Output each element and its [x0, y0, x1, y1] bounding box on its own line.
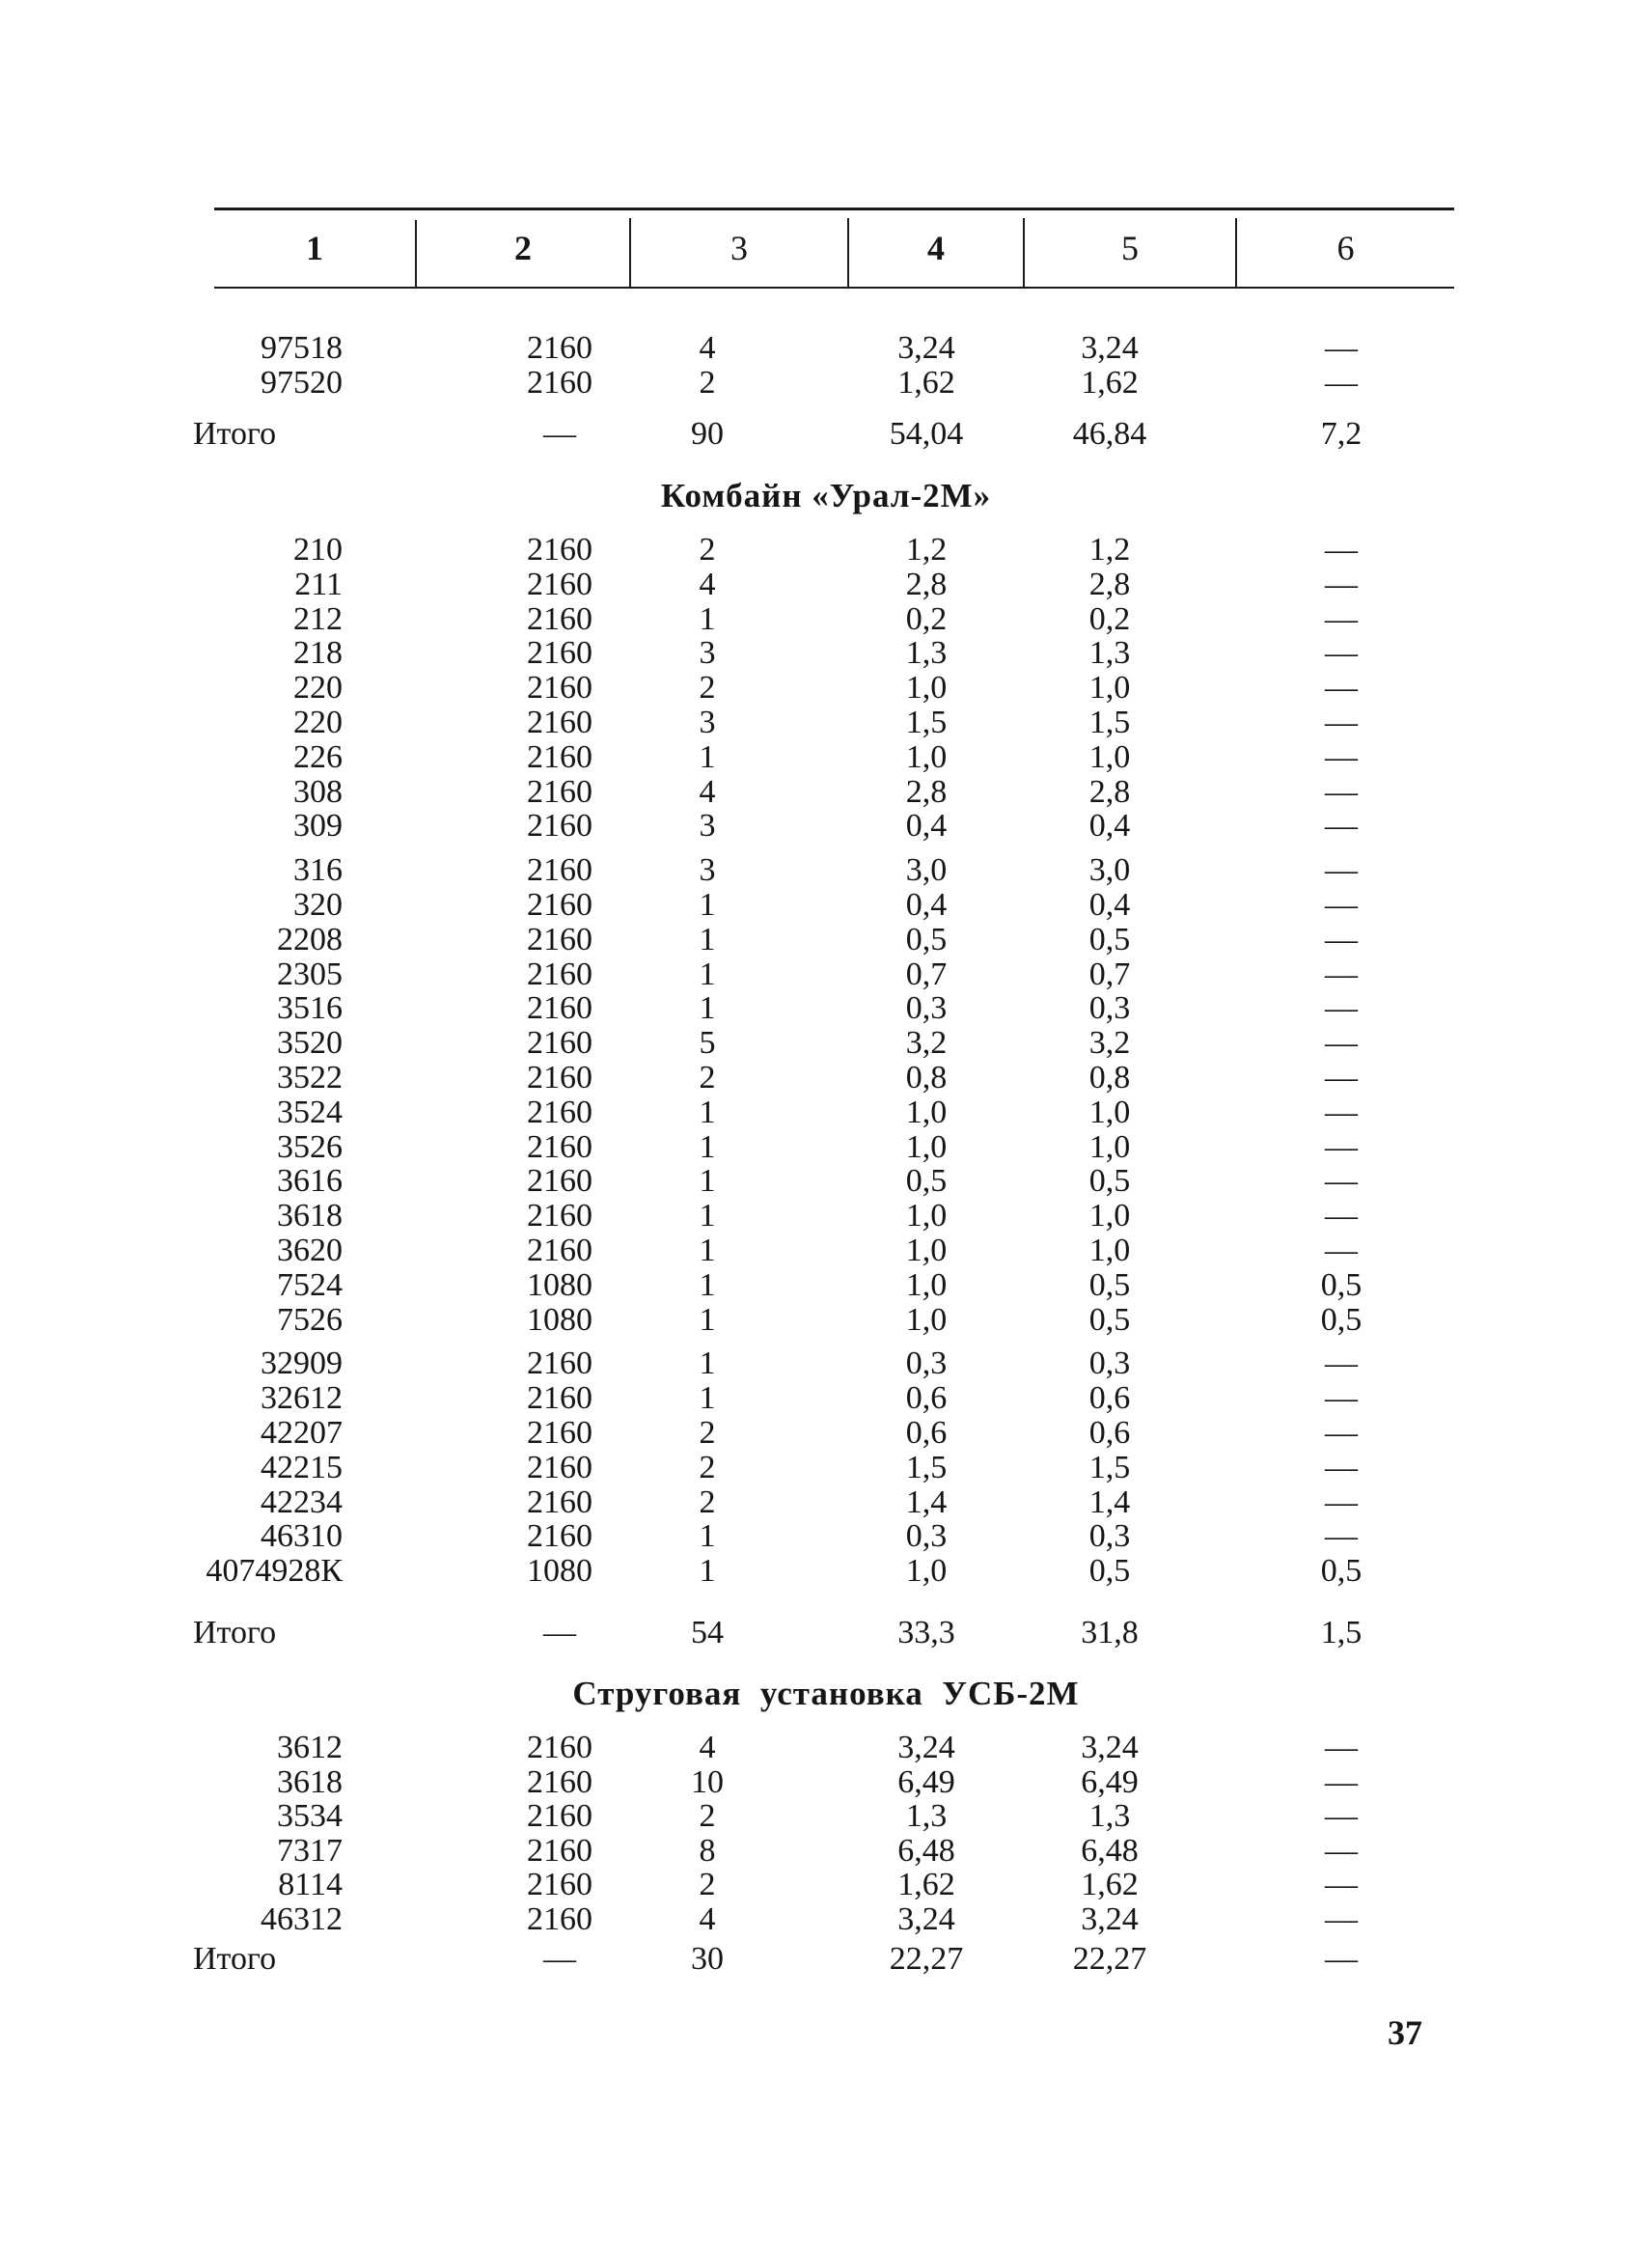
row-value: 0,5: [1088, 922, 1131, 957]
total-value: —: [543, 1941, 576, 1977]
row-value: 0,8: [1088, 1060, 1131, 1095]
row-value: 2160: [527, 1095, 592, 1130]
row-value: 1,0: [1088, 1198, 1131, 1234]
row-value: 1,0: [1088, 739, 1131, 775]
row-value: 3,24: [1081, 1901, 1139, 1937]
row-value: 0,6: [905, 1415, 948, 1451]
row-value: 1,62: [1081, 1867, 1139, 1902]
row-value: —: [1325, 957, 1358, 992]
row-value: 1,0: [905, 1129, 948, 1165]
row-part-number: 220: [293, 705, 343, 740]
row-value: 1: [699, 1095, 716, 1130]
row-part-number: 308: [293, 774, 343, 810]
row-value: 2: [699, 1060, 716, 1095]
row-value: 0,3: [905, 990, 948, 1026]
row-value: 1,0: [905, 670, 948, 706]
row-part-number: 42207: [261, 1415, 343, 1451]
row-part-number: 3522: [277, 1060, 343, 1095]
row-value: 0,6: [1088, 1380, 1131, 1416]
row-value: 0,2: [905, 601, 948, 637]
row-value: 1,3: [1088, 1798, 1131, 1834]
total-value: —: [543, 1615, 576, 1650]
row-value: 4: [699, 567, 716, 602]
row-part-number: 3620: [277, 1233, 343, 1268]
row-value: 1: [699, 1129, 716, 1165]
row-value: 1: [699, 957, 716, 992]
row-value: 0,5: [1088, 1267, 1131, 1303]
row-value: 2160: [527, 1345, 592, 1381]
row-value: 3: [699, 808, 716, 844]
total-value: 22,27: [1072, 1941, 1147, 1977]
row-value: 0,5: [905, 922, 948, 957]
row-value: 2160: [527, 1450, 592, 1485]
row-part-number: 320: [293, 887, 343, 923]
row-value: 1: [699, 1345, 716, 1381]
row-value: 1,2: [905, 532, 948, 568]
row-part-number: 3534: [277, 1798, 343, 1834]
row-value: —: [1325, 1450, 1358, 1485]
row-value: 1: [699, 1233, 716, 1268]
row-value: 0,3: [1088, 990, 1131, 1026]
row-value: 3,24: [1081, 330, 1139, 366]
row-value: 3,24: [897, 1901, 955, 1937]
row-value: 2,8: [1088, 774, 1131, 810]
row-value: 1080: [527, 1267, 592, 1303]
row-value: 0,5: [1320, 1553, 1363, 1589]
row-value: 2: [699, 365, 716, 401]
total-value: 30: [691, 1941, 724, 1977]
row-value: —: [1325, 705, 1358, 740]
row-value: 2160: [527, 1060, 592, 1095]
row-part-number: 3524: [277, 1095, 343, 1130]
row-value: 1: [699, 1267, 716, 1303]
row-value: 1: [699, 922, 716, 957]
row-value: 0,3: [905, 1345, 948, 1381]
row-value: 1,0: [905, 1553, 948, 1589]
row-value: 0,8: [905, 1060, 948, 1095]
row-value: 0,7: [1088, 957, 1131, 992]
row-part-number: 7524: [277, 1267, 343, 1303]
row-value: —: [1325, 1025, 1358, 1061]
row-value: 2160: [527, 1901, 592, 1937]
row-value: 1: [699, 1302, 716, 1338]
row-value: —: [1325, 1233, 1358, 1268]
row-value: 5: [699, 1025, 716, 1061]
row-part-number: 218: [293, 635, 343, 671]
row-value: 0,4: [905, 808, 948, 844]
row-value: 2160: [527, 670, 592, 706]
row-value: 3: [699, 705, 716, 740]
column-header-1: 1: [306, 229, 323, 267]
row-value: 2: [699, 670, 716, 706]
row-part-number: 7317: [277, 1833, 343, 1869]
row-value: 2160: [527, 957, 592, 992]
row-value: —: [1325, 601, 1358, 637]
row-value: —: [1325, 922, 1358, 957]
row-value: —: [1325, 1764, 1358, 1800]
row-value: 1,62: [897, 1867, 955, 1902]
row-value: 2160: [527, 567, 592, 602]
row-value: 2160: [527, 990, 592, 1026]
total-value: 54,04: [889, 416, 964, 452]
row-value: 0,6: [1088, 1415, 1131, 1451]
row-value: 1,0: [905, 1302, 948, 1338]
row-value: 4: [699, 330, 716, 366]
row-value: —: [1325, 1730, 1358, 1765]
row-value: —: [1325, 1867, 1358, 1902]
row-value: 3: [699, 852, 716, 888]
total-value: —: [543, 416, 576, 452]
row-value: 1: [699, 1198, 716, 1234]
row-value: 1,62: [1081, 365, 1139, 401]
section-title: Комбайн «Урал-2М»: [660, 477, 992, 514]
total-label: Итого: [193, 1941, 277, 1977]
header-bottom-rule: [214, 287, 1454, 289]
row-value: 1,4: [1088, 1484, 1131, 1520]
row-part-number: 3526: [277, 1129, 343, 1165]
row-value: —: [1325, 1163, 1358, 1199]
row-value: 3,24: [897, 330, 955, 366]
row-value: —: [1325, 1518, 1358, 1554]
row-value: 2: [699, 1450, 716, 1485]
row-value: 8: [699, 1833, 716, 1869]
row-part-number: 4074928К: [206, 1553, 343, 1589]
row-value: 2160: [527, 705, 592, 740]
row-value: 2160: [527, 808, 592, 844]
row-value: —: [1325, 1345, 1358, 1381]
row-value: 0,6: [905, 1380, 948, 1416]
row-value: 2: [699, 1484, 716, 1520]
row-value: 2160: [527, 1198, 592, 1234]
row-value: 6,49: [1081, 1764, 1139, 1800]
row-value: —: [1325, 1060, 1358, 1095]
row-part-number: 42234: [261, 1484, 343, 1520]
row-value: —: [1325, 774, 1358, 810]
row-value: 6,48: [897, 1833, 955, 1869]
total-value: 7,2: [1320, 416, 1363, 452]
row-value: 2160: [527, 601, 592, 637]
row-value: 1,0: [905, 1198, 948, 1234]
row-value: 1080: [527, 1302, 592, 1338]
row-value: 2160: [527, 1764, 592, 1800]
row-value: 1,3: [905, 635, 948, 671]
row-part-number: 46310: [261, 1518, 343, 1554]
row-value: 1,0: [905, 1095, 948, 1130]
row-value: 1: [699, 739, 716, 775]
row-value: 3,24: [897, 1730, 955, 1765]
row-value: 1080: [527, 1553, 592, 1589]
row-value: 2: [699, 1867, 716, 1902]
row-value: 2160: [527, 1163, 592, 1199]
row-value: 2160: [527, 1833, 592, 1869]
row-value: —: [1325, 532, 1358, 568]
row-value: 2160: [527, 1415, 592, 1451]
row-part-number: 2208: [277, 922, 343, 957]
row-part-number: 212: [293, 601, 343, 637]
row-value: 2,8: [1088, 567, 1131, 602]
row-part-number: 32909: [261, 1345, 343, 1381]
row-part-number: 46312: [261, 1901, 343, 1937]
row-part-number: 3612: [277, 1730, 343, 1765]
row-value: 2160: [527, 1025, 592, 1061]
row-value: 0,4: [1088, 808, 1131, 844]
row-value: 1,0: [1088, 1129, 1131, 1165]
row-value: 1: [699, 1518, 716, 1554]
row-value: 0,7: [905, 957, 948, 992]
row-value: 2160: [527, 887, 592, 923]
row-value: 2160: [527, 1484, 592, 1520]
total-value: 54: [691, 1615, 724, 1650]
row-value: 1,0: [905, 1233, 948, 1268]
row-value: —: [1325, 1901, 1358, 1937]
row-value: 1,0: [905, 739, 948, 775]
row-value: 0,3: [905, 1518, 948, 1554]
row-part-number: 309: [293, 808, 343, 844]
row-value: —: [1325, 1484, 1358, 1520]
row-value: 2160: [527, 1730, 592, 1765]
row-value: 1: [699, 1380, 716, 1416]
row-value: 2160: [527, 1518, 592, 1554]
row-value: 0,5: [1088, 1302, 1131, 1338]
total-label: Итого: [193, 1615, 277, 1650]
row-value: 1,0: [1088, 1233, 1131, 1268]
row-value: —: [1325, 1833, 1358, 1869]
total-value: 22,27: [889, 1941, 964, 1977]
row-part-number: 3618: [277, 1198, 343, 1234]
row-value: 1: [699, 1553, 716, 1589]
row-value: 1,62: [897, 365, 955, 401]
row-value: 2160: [527, 330, 592, 366]
row-value: 2160: [527, 1233, 592, 1268]
row-value: —: [1325, 1095, 1358, 1130]
row-value: 1,5: [1088, 1450, 1131, 1485]
row-value: 0,5: [1088, 1163, 1131, 1199]
total-label: Итого: [193, 416, 277, 452]
row-part-number: 3618: [277, 1764, 343, 1800]
row-value: 2,8: [905, 774, 948, 810]
row-value: 0,5: [905, 1163, 948, 1199]
row-value: 0,3: [1088, 1345, 1131, 1381]
row-value: 1: [699, 1163, 716, 1199]
row-value: 2160: [527, 852, 592, 888]
row-part-number: 32612: [261, 1380, 343, 1416]
row-part-number: 42215: [261, 1450, 343, 1485]
row-part-number: 3520: [277, 1025, 343, 1061]
total-value: 46,84: [1072, 416, 1147, 452]
row-part-number: 8114: [278, 1867, 343, 1902]
total-value: 33,3: [897, 1615, 955, 1650]
row-value: 1,0: [905, 1267, 948, 1303]
row-part-number: 220: [293, 670, 343, 706]
column-header-2: 2: [514, 229, 532, 267]
row-value: 6,48: [1081, 1833, 1139, 1869]
column-header-6: 6: [1336, 229, 1355, 267]
row-value: 0,4: [1088, 887, 1131, 923]
row-value: 0,5: [1320, 1267, 1363, 1303]
row-value: —: [1325, 1798, 1358, 1834]
row-value: 3,2: [1088, 1025, 1131, 1061]
row-value: —: [1325, 330, 1358, 366]
row-value: —: [1325, 1415, 1358, 1451]
row-value: 2160: [527, 774, 592, 810]
row-value: 1,5: [905, 1450, 948, 1485]
row-value: 3,0: [905, 852, 948, 888]
row-value: 4: [699, 1901, 716, 1937]
row-value: 2160: [527, 532, 592, 568]
row-value: —: [1325, 887, 1358, 923]
row-value: 1,0: [1088, 1095, 1131, 1130]
row-value: 2160: [527, 922, 592, 957]
row-value: —: [1325, 635, 1358, 671]
row-value: 0,3: [1088, 1518, 1131, 1554]
row-value: 2160: [527, 1380, 592, 1416]
row-value: 2160: [527, 739, 592, 775]
row-value: 2: [699, 532, 716, 568]
row-part-number: 210: [293, 532, 343, 568]
row-value: —: [1325, 1198, 1358, 1234]
total-value: 90: [691, 416, 724, 452]
column-header-5: 5: [1121, 229, 1139, 267]
row-value: 1,5: [1088, 705, 1131, 740]
row-value: 4: [699, 1730, 716, 1765]
row-value: —: [1325, 1380, 1358, 1416]
row-value: 6,49: [897, 1764, 955, 1800]
row-value: 1,4: [905, 1484, 948, 1520]
row-part-number: 211: [294, 567, 343, 602]
row-value: 0,2: [1088, 601, 1131, 637]
row-value: 1: [699, 990, 716, 1026]
row-value: 2: [699, 1798, 716, 1834]
row-value: —: [1325, 739, 1358, 775]
row-value: 3,24: [1081, 1730, 1139, 1765]
row-value: —: [1325, 852, 1358, 888]
total-value: 31,8: [1081, 1615, 1139, 1650]
row-part-number: 3516: [277, 990, 343, 1026]
row-part-number: 7526: [277, 1302, 343, 1338]
row-value: 2160: [527, 635, 592, 671]
section-title: Струговая установка УСБ-2М: [572, 1675, 1080, 1712]
row-part-number: 2305: [277, 957, 343, 992]
header-top-rule: [214, 208, 1454, 210]
row-value: 1,5: [905, 705, 948, 740]
row-value: 10: [691, 1764, 724, 1800]
row-value: 2: [699, 1415, 716, 1451]
row-value: —: [1325, 990, 1358, 1026]
row-value: —: [1325, 1129, 1358, 1165]
row-value: 2160: [527, 1798, 592, 1834]
row-value: 0,4: [905, 887, 948, 923]
row-part-number: 316: [293, 852, 343, 888]
row-part-number: 3616: [277, 1163, 343, 1199]
row-part-number: 97520: [261, 365, 343, 401]
row-value: 1,3: [905, 1798, 948, 1834]
total-value: —: [1325, 1941, 1358, 1977]
row-value: 3,0: [1088, 852, 1131, 888]
row-value: 1,0: [1088, 670, 1131, 706]
row-value: —: [1325, 808, 1358, 844]
row-value: 1,3: [1088, 635, 1131, 671]
row-value: 1: [699, 601, 716, 637]
row-value: 2160: [527, 1867, 592, 1902]
row-value: —: [1325, 365, 1358, 401]
total-value: 1,5: [1320, 1615, 1363, 1650]
row-value: 3: [699, 635, 716, 671]
page-number: 37: [1388, 2013, 1422, 2052]
row-value: —: [1325, 567, 1358, 602]
row-value: 3,2: [905, 1025, 948, 1061]
row-value: 0,5: [1088, 1553, 1131, 1589]
column-header-4: 4: [927, 229, 945, 267]
row-value: 1,2: [1088, 532, 1131, 568]
row-value: 2160: [527, 1129, 592, 1165]
row-part-number: 226: [293, 739, 343, 775]
row-value: 1: [699, 887, 716, 923]
row-value: 2160: [527, 365, 592, 401]
row-value: 0,5: [1320, 1302, 1363, 1338]
row-value: 4: [699, 774, 716, 810]
row-value: —: [1325, 670, 1358, 706]
row-value: 2,8: [905, 567, 948, 602]
row-part-number: 97518: [261, 330, 343, 366]
column-header-3: 3: [730, 229, 748, 267]
